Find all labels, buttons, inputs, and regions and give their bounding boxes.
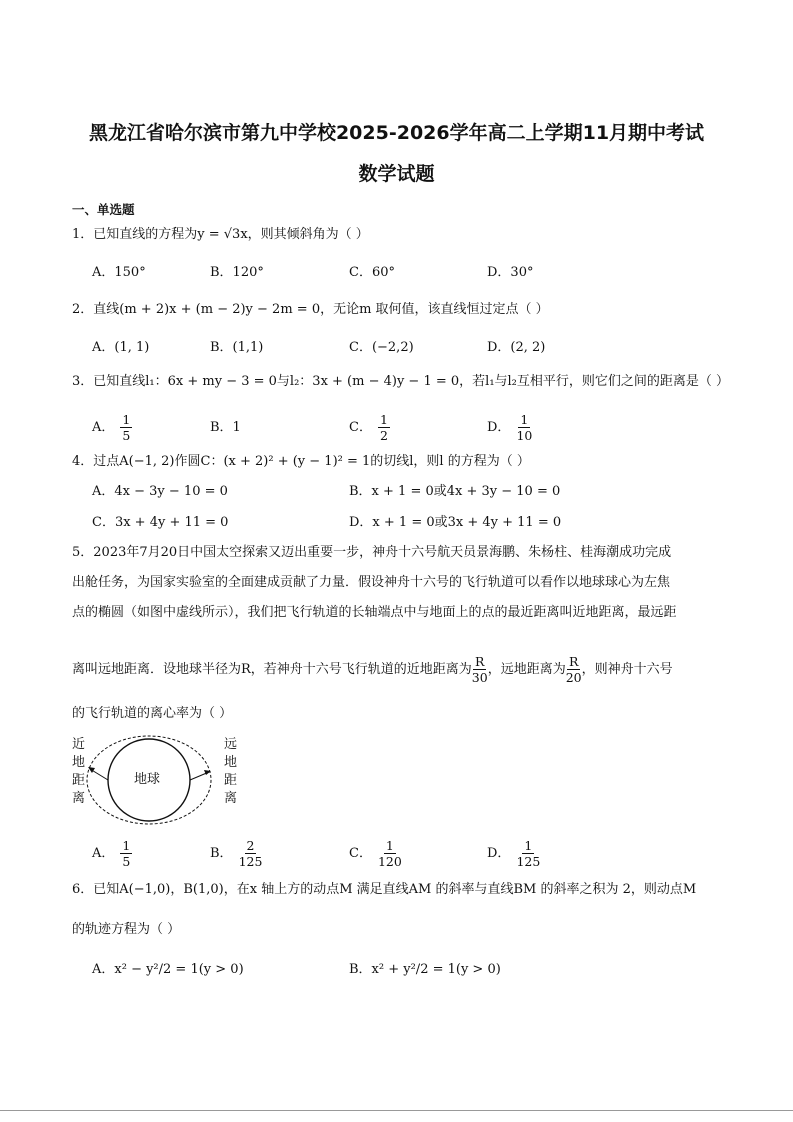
q5-option-d: [487, 838, 540, 869]
far-distance-label: 远地距离: [224, 737, 238, 806]
q6-option-b: B．x² + y²/2 = 1(y > 0): [349, 962, 501, 977]
section-heading: 一、单选题: [72, 202, 135, 217]
question-5-stem-line-4: [72, 654, 673, 685]
numerator: 1: [122, 838, 131, 853]
option-label: A．: [92, 419, 115, 435]
near-distance-label: 近地距离: [72, 737, 86, 806]
q3-option-c: [349, 412, 390, 443]
stem-text: ，则神舟十六号: [581, 661, 673, 677]
q5-option-c: [349, 838, 402, 869]
question-6-stem-line-1: 6．已知A(−1,0)，B(1,0)，在x 轴上方的动点M 满足直线AM 的斜率与直线BM 的斜率之积为 2，则动点M: [72, 882, 697, 897]
numerator: 1: [524, 838, 533, 853]
numerator: R: [475, 654, 485, 669]
fraction: [516, 412, 532, 443]
earth-orbit-figure: [68, 734, 248, 830]
fraction: [120, 412, 132, 443]
document-title: 黑龙江省哈尔滨市第九中学校2025-2026学年高二上学期11月期中考试: [88, 122, 705, 144]
q2-option-b: B．(1,1): [210, 340, 264, 355]
numerator: 1: [520, 412, 529, 427]
fraction: [378, 412, 390, 443]
question-1-stem: 1．已知直线的方程为y = √3x，则其倾斜角为（ ）: [72, 227, 369, 242]
q3-option-d: [487, 412, 532, 443]
fraction: [516, 838, 540, 869]
page-bottom-rule: [0, 1110, 793, 1111]
denominator: 120: [377, 854, 402, 869]
q3-option-b: B．1: [210, 420, 241, 435]
q4-option-d: D．x + 1 = 0或3x + 4y + 11 = 0: [349, 515, 562, 530]
q1-option-b: B．120°: [210, 265, 264, 280]
fraction: [239, 838, 263, 869]
q4-option-a: A．4x − 3y − 10 = 0: [92, 484, 228, 499]
q6-option-a: A．x² − y²/2 = 1(y > 0): [92, 962, 244, 977]
denominator: 2: [379, 428, 388, 443]
q2-option-a: A．(1, 1): [92, 340, 150, 355]
option-label: D．: [487, 845, 511, 861]
question-5-stem-line-1: 5．2023年7月20日中国太空探索又迈出重要一步，神舟十六号航天员景海鹏、朱杨柱、桂海潮成功完成: [72, 545, 672, 560]
document-subtitle: 数学试题: [358, 163, 435, 185]
numerator: R: [568, 654, 579, 669]
option-label: A．: [92, 845, 115, 861]
numerator: 1: [385, 838, 394, 853]
fraction: [120, 838, 132, 869]
q5-option-a: [92, 838, 132, 869]
q2-option-c: C．(−2,2): [349, 340, 414, 355]
question-5-stem-line-3: 点的椭圆（如图中虚线所示），我们把飞行轨道的长轴端点中与地面上的点的最近距离叫近地距离，最远距: [72, 605, 677, 620]
fraction: [378, 838, 402, 869]
numerator: 1: [379, 412, 388, 427]
q1-option-c: C．60°: [349, 265, 395, 280]
denominator: 125: [516, 854, 541, 869]
fraction: [566, 654, 582, 685]
question-3-stem: 3．已知直线l₁：6x + my − 3 = 0与l₂：3x + (m − 4)y − 1 = 0，若l₁与l₂互相平行，则它们之间的距离是（ ）: [72, 374, 730, 389]
denominator: 20: [565, 670, 582, 685]
q5-option-b: [210, 838, 262, 869]
q3-option-a: [92, 412, 132, 443]
numerator: 2: [246, 838, 255, 853]
q1-option-a: A．150°: [92, 265, 146, 280]
denominator: 5: [122, 428, 131, 443]
q4-option-b: B．x + 1 = 0或4x + 3y − 10 = 0: [349, 484, 561, 499]
earth-label: 地球: [134, 772, 161, 787]
q2-option-d: D．(2, 2): [487, 340, 546, 355]
option-label: C．: [349, 419, 372, 435]
denominator: 125: [238, 854, 263, 869]
denominator: 10: [516, 428, 533, 443]
question-5-stem-line-2: 出舱任务，为国家实验室的全面建成贡献了力量．假设神舟十六号的飞行轨道可以看作以地球球心为左焦: [72, 575, 671, 590]
denominator: 5: [122, 854, 131, 869]
question-6-stem-line-2: 的轨迹方程为（ ）: [72, 922, 181, 937]
question-2-stem: 2．直线(m + 2)x + (m − 2)y − 2m = 0，无论m 取何值，该直线恒过定点（ ）: [72, 302, 549, 317]
q4-option-c: C．3x + 4y + 11 = 0: [92, 515, 229, 530]
stem-text: 离叫远地距离．设地球半径为R，若神舟十六号飞行轨道的近地距离为: [72, 661, 472, 677]
stem-text: ，远地距离为: [487, 661, 566, 677]
question-4-stem: 4．过点A(−1, 2)作圆C：(x + 2)² + (y − 1)² = 1的切线l，则l 的方程为（ ）: [72, 454, 530, 469]
numerator: 1: [122, 412, 131, 427]
fraction: [472, 654, 488, 685]
question-5-stem-line-5: 的飞行轨道的离心率为（ ）: [72, 706, 233, 721]
option-label: C．: [349, 845, 372, 861]
option-label: D．: [487, 419, 511, 435]
denominator: 30: [471, 670, 488, 685]
option-label: B．: [210, 845, 233, 861]
q1-option-d: D．30°: [487, 265, 534, 280]
